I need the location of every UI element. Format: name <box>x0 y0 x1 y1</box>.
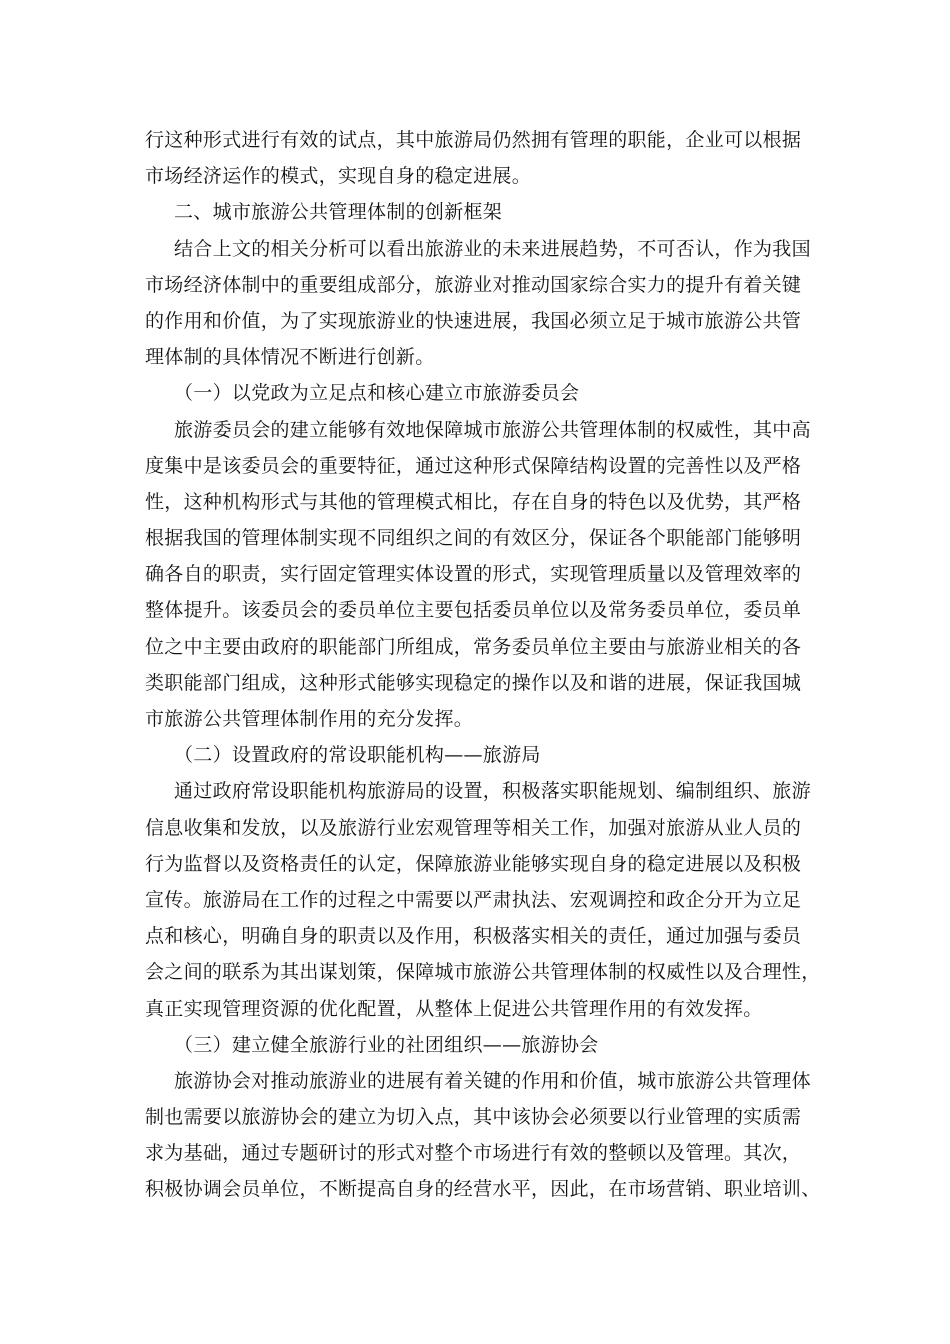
text-line: 市场经济运作的模式，实现自身的稳定进展。 <box>145 165 532 188</box>
text-line: 制也需要以旅游协会的建立为切入点，其中该协会必须要以行业管理的实质需 <box>145 1106 802 1129</box>
text-line: 性，这种机构形式与其他的管理模式相比，存在自身的特色以及优势，其严格 <box>145 490 802 513</box>
text-line: 行为监督以及资格责任的认定，保障旅游业能够实现自身的稳定进展以及积极 <box>145 852 802 875</box>
text-line: 度集中是该委员会的重要特征，通过这种形式保障结构设置的完善性以及严格 <box>145 454 802 477</box>
text-line: 确各自的职责，实行固定管理实体设置的形式，实现管理质量以及管理效率的 <box>145 563 802 586</box>
text-line: 宣传。旅游局在工作的过程之中需要以严肃执法、宏观调控和政企分开为立足 <box>145 888 802 911</box>
text-line: 结合上文的相关分析可以看出旅游业的未来进展趋势，不可否认，作为我国 <box>174 237 811 260</box>
text-line: 市场经济体制中的重要组成部分，旅游业对推动国家综合实力的提升有着关键 <box>145 273 802 296</box>
text-line: 理体制的具体情况不断进行创新。 <box>145 346 435 369</box>
text-line: 通过政府常设职能机构旅游局的设置，积极落实职能规划、编制组织、旅游 <box>174 780 811 803</box>
text-line: 积极协调会员单位，不断提高自身的经营水平，因此，在市场营销、职业培训、 <box>145 1178 821 1201</box>
text-line: 点和核心，明确自身的职责以及作用，积极落实相关的责任，通过加强与委员 <box>145 925 802 948</box>
text-line: 位之中主要由政府的职能部门所组成，常务委员单位主要由与旅游业相关的各 <box>145 635 802 658</box>
document-body <box>145 122 821 1208</box>
text-line: 类职能部门组成，这种形式能够实现稳定的操作以及和谐的进展，保证我国城 <box>145 671 802 694</box>
text-line: 旅游委员会的建立能够有效地保障城市旅游公共管理体制的权威性，其中高 <box>174 418 811 441</box>
text-line: 会之间的联系为其出谋划策，保障城市旅游公共管理体制的权威性以及合理性， <box>145 961 821 984</box>
text-line: 真正实现管理资源的优化配置，从整体上促进公共管理作用的有效发挥。 <box>145 997 763 1020</box>
text-line: 市旅游公共管理体制作用的充分发挥。 <box>145 708 474 730</box>
text-line: 求为基础，通过专题研讨的形式对整个市场进行有效的整顿以及管理。其次， <box>145 1142 802 1165</box>
text-line: 整体提升。该委员会的委员单位主要包括委员单位以及常务委员单位，委员单 <box>145 599 802 622</box>
text-line: （三）建立健全旅游行业的社团组织——旅游协会 <box>174 1033 599 1056</box>
text-line: 信息收集和发放，以及旅游行业宏观管理等相关工作，加强对旅游从业人员的 <box>145 816 802 839</box>
text-line: （二）设置政府的常设职能机构——旅游局 <box>174 744 541 767</box>
text-line: 二、城市旅游公共管理体制的创新框架 <box>174 201 503 224</box>
text-line: 根据我国的管理体制实现不同组织之间的有效区分，保证各个职能部门能够明 <box>145 527 802 550</box>
text-line: 的作用和价值，为了实现旅游业的快速进展，我国必须立足于城市旅游公共管 <box>145 309 802 332</box>
text-line: （一）以党政为立足点和核心建立市旅游委员会 <box>174 382 580 405</box>
text-line: 行这种形式进行有效的试点，其中旅游局仍然拥有管理的职能，企业可以根据 <box>145 129 802 151</box>
text-line: 旅游协会对推动旅游业的进展有着关键的作用和价值，城市旅游公共管理体 <box>174 1069 811 1092</box>
